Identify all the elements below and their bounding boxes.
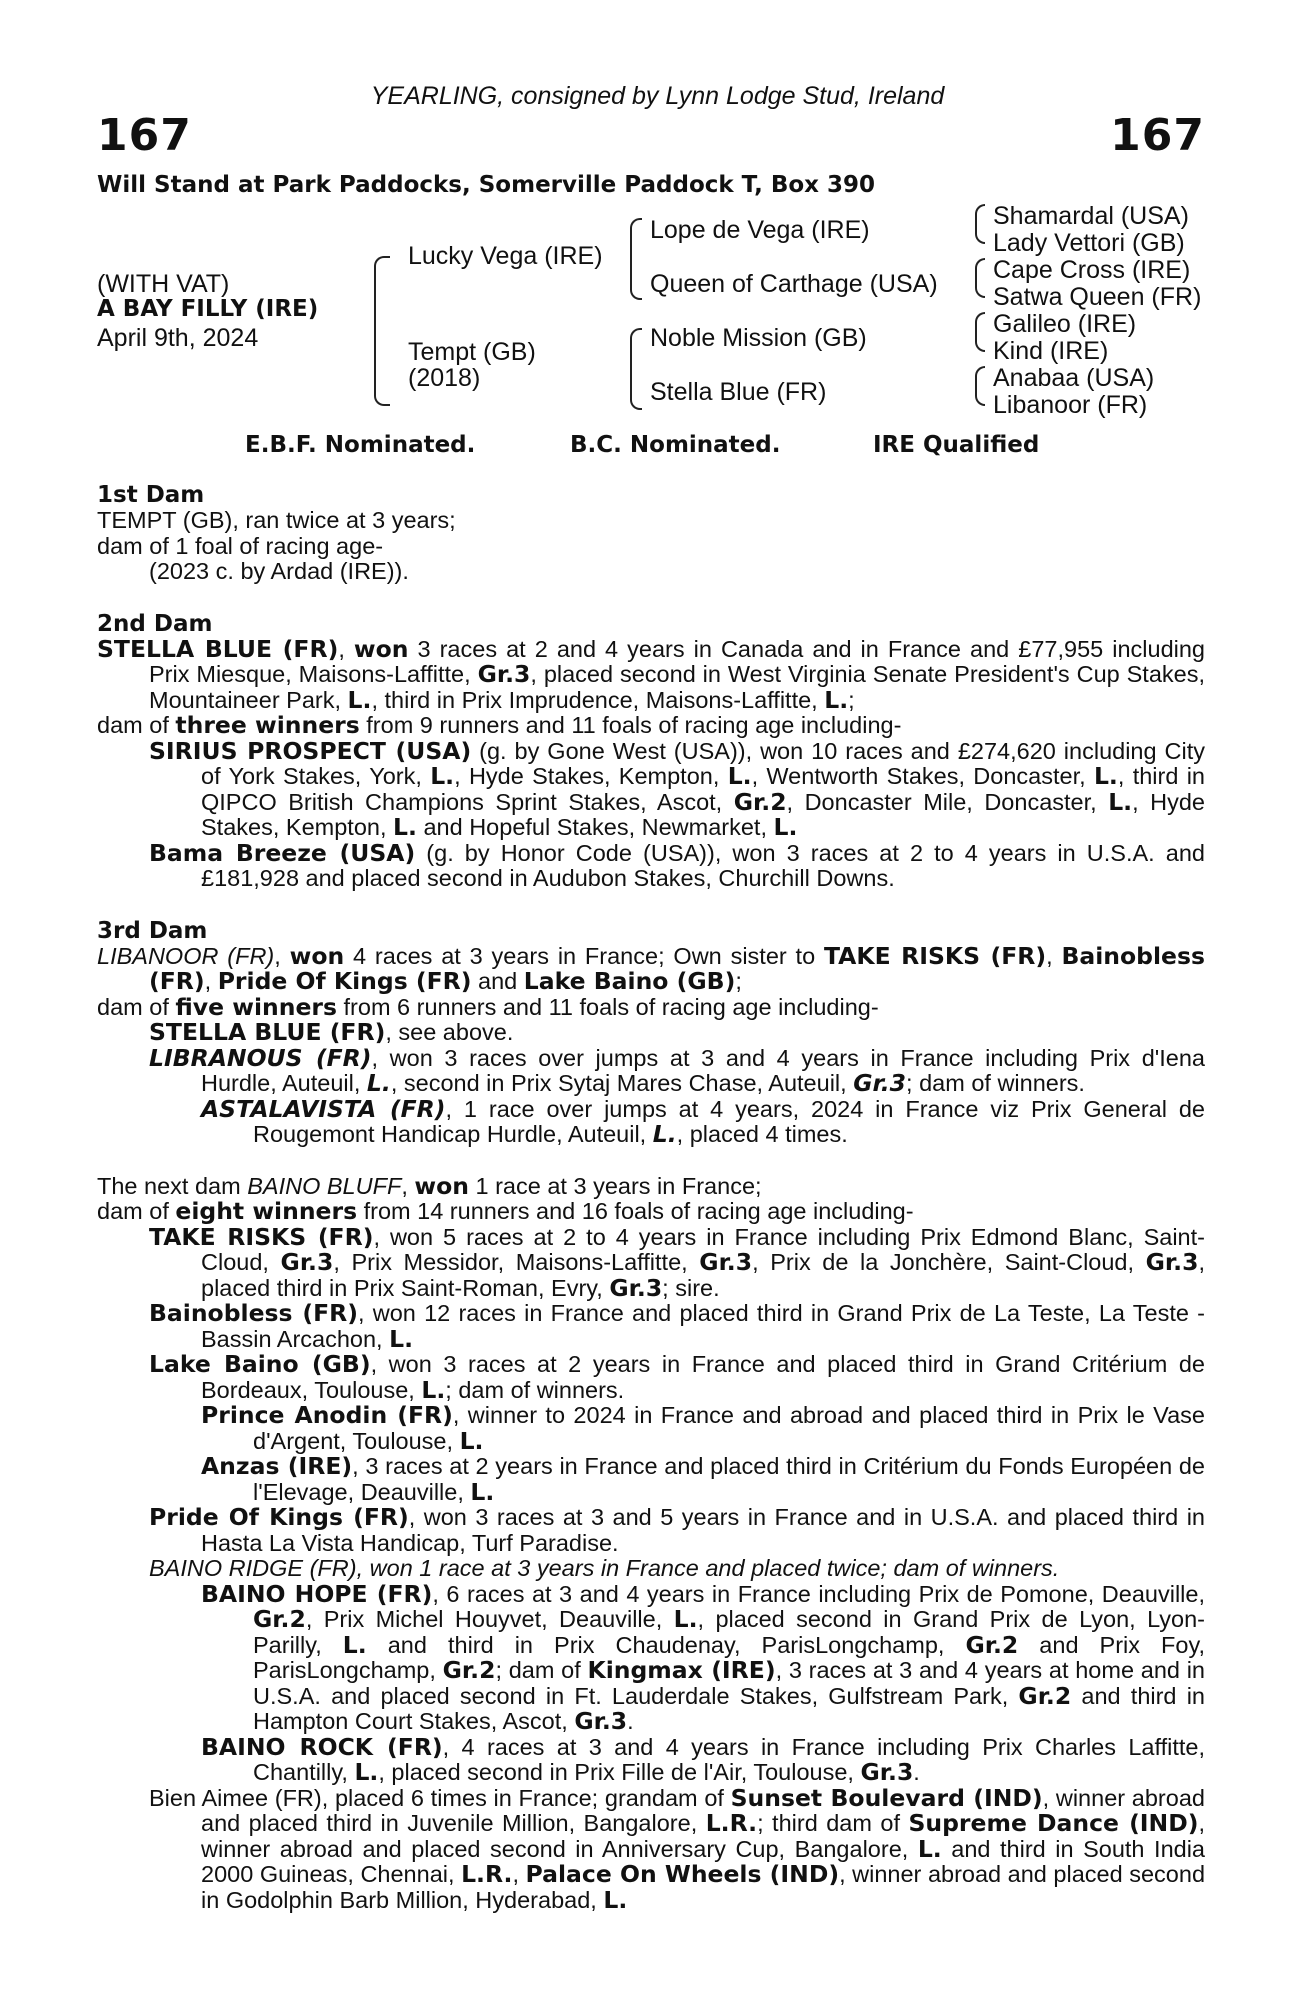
brace-dam	[630, 328, 642, 410]
brace-sire	[630, 218, 642, 300]
gg-1: Shamardal (USA)	[993, 202, 1189, 230]
next-dam-foal-5: BAINO RIDGE (FR), won 1 race at 3 years in France and placed twice; dam of winners.	[149, 1555, 1060, 1581]
dam-dam: Stella Blue (FR)	[650, 378, 827, 406]
next-dam-grandfoal-4: BAINO ROCK (FR), 4 races at 3 and 4 years in France including Prix Charles Laffitte, Chantilly, L., placed second in Prix Fille de l'Air, Toulouse, Gr.3.	[201, 1732, 1205, 1786]
foaling-date: April 9th, 2024	[97, 324, 259, 352]
second-dam-foal-1: SIRIUS PROSPECT (USA) (g. by Gone West (USA)), won 10 races and £274,620 including City of York Stakes, York, L., Hyde Stakes, Kempton, L., Wentworth Stakes, Doncaster, L., third in QIPCO British Champions Sprint Stakes, Ascot, Gr.2, Doncaster Mile, Doncaster, L., Hyde Stakes, Kempton, L. and Hopeful Stakes, Newmarket, L.	[149, 736, 1206, 841]
second-dam-record: STELLA BLUE (FR), won 3 races at 2 and 4 years in Canada and in France and £77,955 including Prix Miesque, Maisons-Laffitte, Gr.3, placed second in West Virginia Senate President's Cup Stakes, Mountaineer Park, L., third in Prix Imprudence, Maisons-Laffitte, L.;	[97, 634, 1206, 714]
brace-g12	[975, 204, 985, 244]
next-dam-record: The next dam BAINO BLUFF, won 1 race at 3 years in France;	[97, 1171, 762, 1200]
next-dam-grandfoal-1: Prince Anodin (FR), winner to 2024 in France and abroad and placed third in Prix le Vase d'Argent, Toulouse, L.	[201, 1401, 1205, 1455]
gg-2: Lady Vettori (GB)	[993, 229, 1185, 257]
third-dam-foal-1: STELLA BLUE (FR), see above.	[149, 1018, 514, 1046]
brace-g56	[975, 312, 985, 352]
sire-dam: Queen of Carthage (USA)	[650, 270, 938, 298]
vat-note: (WITH VAT)	[97, 270, 230, 298]
dam: Tempt (GB)	[408, 338, 536, 366]
third-dam-record: LIBANOOR (FR), won 4 races at 3 years in France; Own sister to TAKE RISKS (FR), Bainobless (FR), Pride Of Kings (FR) and Lake Baino (GB);	[97, 941, 1205, 995]
dam-year: (2018)	[408, 364, 481, 392]
next-dam-foal-4: Pride Of Kings (FR), won 3 races at 3 and 5 years in France and in U.S.A. and placed third in Hasta La Vista Handicap, Turf Paradise.	[149, 1503, 1205, 1556]
gg-6: Kind (IRE)	[993, 337, 1109, 365]
third-dam-section	[97, 918, 1205, 1148]
gg-3: Cape Cross (IRE)	[993, 256, 1191, 284]
next-dam-foal-1: TAKE RISKS (FR), won 5 races at 2 to 4 years in France including Prix Edmond Blanc, Saint-Cloud, Gr.3, Prix Messidor, Maisons-Laffitte, Gr.3, Prix de la Jonchère, Saint-Cloud, Gr.3, placed third in Prix Saint-Roman, Evry, Gr.3; sire.	[149, 1222, 1205, 1302]
next-dam-produce: dam of eight winners from 14 runners and 16 foals of racing age including-	[97, 1197, 914, 1225]
first-dam-produce: dam of 1 foal of racing age-	[97, 532, 384, 559]
dam-sire: Noble Mission (GB)	[650, 324, 867, 352]
ire-qualified: IRE Qualified	[873, 432, 1040, 458]
brace-g34	[975, 258, 985, 298]
second-dam-heading: 2nd Dam	[97, 610, 213, 637]
second-dam-foal-2: Bama Breeze (USA) (g. by Honor Code (USA)), won 3 races at 2 to 4 years in U.S.A. and £181,928 and placed second in Audubon Stakes, Churchill Downs.	[149, 838, 1205, 891]
next-dam-foal-2: Bainobless (FR), won 12 races in France and placed third in Grand Prix de La Teste, La Teste - Bassin Arcachon, L.	[149, 1299, 1205, 1353]
ebf-nomination: E.B.F. Nominated.	[245, 432, 476, 458]
sire: Lucky Vega (IRE)	[408, 242, 603, 270]
third-dam-produce: dam of five winners from 6 runners and 11 foals of racing age including-	[97, 992, 879, 1021]
bc-nomination: B.C. Nominated.	[570, 432, 781, 458]
horse-ref: STELLA BLUE (FR)	[97, 634, 339, 663]
first-dam-foal: (2023 c. by Ardad (IRE)).	[149, 558, 409, 584]
next-dam-section	[97, 1171, 1206, 1914]
second-dam-produce: dam of three winners from 9 runners and 11 foals of racing age including-	[97, 711, 902, 739]
second-dam-section	[97, 611, 1205, 892]
consignment-line: YEARLING, consigned by Lynn Lodge Stud, Ireland	[370, 82, 945, 110]
lot-number-left: 167	[97, 110, 192, 161]
gg-5: Galileo (IRE)	[993, 310, 1137, 338]
next-dam-grandfoal-2: Anzas (IRE), 3 races at 2 years in France and placed third in Critérium du Fonds Européen de l'Elevage, Deauville, L.	[201, 1452, 1205, 1506]
gg-8: Libanoor (FR)	[993, 391, 1148, 419]
sire-sire: Lope de Vega (IRE)	[650, 216, 870, 244]
brace-horse	[374, 256, 390, 406]
lot-number-right: 167	[1110, 110, 1205, 161]
gg-7: Anabaa (USA)	[993, 364, 1155, 392]
next-dam-foal-6: Bien Aimee (FR), placed 6 times in France; grandam of Sunset Boulevard (IND), winner abroad and placed third in Juvenile Million, Bangalore, L.R.; third dam of Supreme Dance (IND), winner abroad and placed second in Anniversary Cup, Bangalore, L. and third in South India 2000 Guineas, Chennai, L.R., Palace On Wheels (IND), winner abroad and placed second in Godolphin Barb Million, Hyderabad, L.	[149, 1783, 1206, 1914]
dam-information	[97, 482, 1205, 1913]
third-dam-heading: 3rd Dam	[97, 917, 208, 944]
third-dam-foal-2: LIBRANOUS (FR), won 3 races over jumps at 3 and 4 years in France including Prix d'Iena Hurdle, Auteuil, L., second in Prix Sytaj Mares Chase, Auteuil, Gr.3; dam of winners.	[149, 1043, 1205, 1097]
next-dam-grandfoal-3: BAINO HOPE (FR), 6 races at 3 and 4 years in France including Prix de Pomone, Deauville, Gr.2, Prix Michel Houyvet, Deauville, L., placed second in Grand Prix de Lyon, Lyon-Parilly, L. and third in Prix Chaudenay, ParisLongchamp, Gr.2 and Prix Foy, ParisLongchamp, Gr.2; dam of Kingmax (IRE), 3 races at 3 and 4 years at home and in U.S.A. and placed second in Ft. Lauderdale Stakes, Gulfstream Park, Gr.2 and third in Hampton Court Stakes, Ascot, Gr.3.	[201, 1579, 1206, 1735]
horse-name: A BAY FILLY (IRE)	[97, 296, 319, 322]
third-dam-grandfoal: ASTALAVISTA (FR), 1 race over jumps at 4 years, 2024 in France viz Prix General de Rougemont Handicap Hurdle, Auteuil, L., placed 4 times.	[201, 1094, 1205, 1148]
next-dam-foal-3: Lake Baino (GB), won 3 races at 2 years in France and placed third in Grand Critérium de Bordeaux, Toulouse, L.; dam of winners.	[149, 1350, 1206, 1404]
first-dam-section	[97, 482, 1205, 585]
first-dam-heading: 1st Dam	[97, 482, 205, 508]
stand-info: Will Stand at Park Paddocks, Somerville Paddock T, Box 390	[97, 172, 876, 198]
gg-4: Satwa Queen (FR)	[993, 283, 1202, 311]
first-dam-line: TEMPT (GB), ran twice at 3 years;	[97, 507, 456, 533]
brace-g78	[975, 366, 985, 406]
